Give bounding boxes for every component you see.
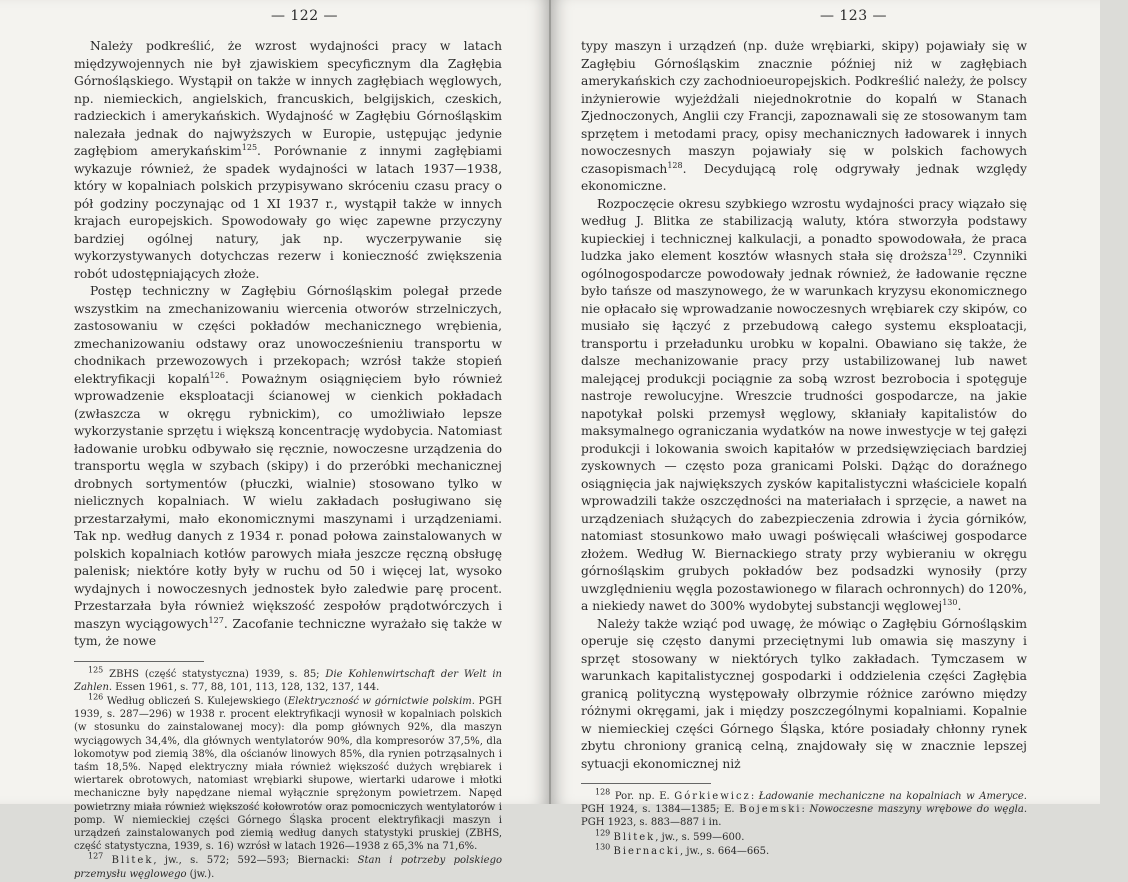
paragraph: Postęp techniczny w Zagłębiu Górnośląskim polegał przede wszystkim na zmechanizowaniu wiercenia otworów strzelniczych, zastosowaniu w części pokładów mechanicznego wrębienia, zmechanizowaniu odstawy oraz unowocześnieniu transportu w chodnikach przewozowych i przekopach; wzrósł także stopień elektryfikacji kopalń$^{126}$. Poważnym osiągnięciem było również wprowadzenie eksploatacji ścianowej w cienkich pokładach (zwłaszcza w okręgu rybnickim), co umożliwiało lepsze wykorzystanie sprzętu i większą koncentrację wydobycia. Natomiast ładowanie urobku odbywało się ręcznie, nowoczesne urządzenia do transportu węgla w szybach (skipy) i do przeróbki mechanicznej drobnych sortymentów (płuczki, wialnie) stosowano tylko w nielicznych kopalniach. W wielu zakładach posługiwano się przestarzałymi, mało ekonomicznymi maszynami i urządzeniami. Tak np. według danych z 1934 r. ponad połowa zainstalowanych w polskich kopalniach kotłów parowych miała jeszcze ręczną obsługę palenisk; niektóre kotły były w ruchu od 50 i więcej lat, wysoko wydajnych i nowoczesnych jednostek było zaledwie parę procent. Przestarzała była również większość zespołów prądotwórczych i maszyn wyciągowych$^{127}$. Zacofanie techniczne wyrażało się także w tym, że nowe — [74, 284, 502, 648]
footnote: $^{125}$ ZBHS (część statystyczna) 1939, s. 85; Die Kohlenwirtschaft der Welt in Zahlen. Essen 1961, s. 77, 88, 101, 113, 128, 132, 137, 144. — [74, 665, 502, 693]
footnote: $^{130}$ Biernacki, jw., s. 664—665. — [595, 842, 770, 857]
footnotes — [581, 787, 1027, 858]
page-body — [74, 38, 502, 882]
footnotes — [74, 665, 502, 881]
footnote: $^{129}$ Blitek, jw., s. 599—600. — [595, 828, 745, 843]
footnote-ref: 129 — [947, 247, 963, 257]
footnote: $^{126}$ Według obliczeń S. Kulejewskiego (Elektryczność w górnictwie polskim. PGH 1939, s. 287—296) w 1938 r. procent elektryfikacji wynosił w kopalniach polskich (w stosunku do zainstalowanej mocy): dla pomp głównych 92%, dla maszyn wyciągowych 34,4%, dla głównych wentylatorów 90%, dla kompresorów 37,5%, dla lokomotyw pod ziemią 38%, dla ościanów linowych 85%, dla rynien potrząsalnych i taśm 18,5%. Napęd elektryczny miała również większość dużych wrębiarek i wiertarek obrotowych, natomiast wrębiarki słupowe, wiertarki udarowe i młotki mechaniczne były napędzane niemal wyłącznie sprężonym powietrzem. Napęd powietrzny miała również większość kołowrotów oraz pomocniczych wentylatorów i pomp. W niemieckiej części Górnego Śląska procent elektryfikacji maszyn i urządzeń zainstalowanych pod ziemią według danych statystyki pruskiej (ZBHS, część statystyczna, 1939, s. 16) wzrósł w latach 1926—1938 z 65,3% na 71,6%. — [74, 692, 502, 853]
footnote-divider — [581, 783, 711, 784]
left-page — [0, 0, 549, 880]
paragraph: typy maszyn i urządzeń (np. duże wrębiarki, skipy) pojawiały się w Zagłębiu Górnośląskim znacznie później niż w zagłębiach amerykańskich czy zachodnioeuropejskich. Podkreślić należy, że polscy inżynierowie wyjeżdżali niejednokrotnie do kopalń w Stanach Zjednoczonych, Anglii czy Francji, zapoznawali się ze stosowanym tam sprzętem i metodami pracy, opisy mechanicznych ładowarek i innych nowoczesnych maszyn pojawiały się w polskich fachowych czasopismach$^{128}$. Decydującą rolę odgrywały jednak względy ekonomiczne. — [581, 39, 1027, 193]
footnote: $^{127}$ Blitek, jw., s. 572; 592—593; Biernacki: Stan i potrzeby polskiego przemysłu węglowego (jw.). — [74, 852, 502, 880]
paragraph: Należy także wziąć pod uwagę, że mówiąc o Zagłębiu Górnośląskim operuje się często danymi przeciętnymi lub omawia się maszyny i sprzęt stosowany w niektórych tylko zakładach. Tymczasem w warunkach kapitalistycznej gospodarki i oddzielenia części Zagłębia granicą polityczną występowały olbrzymie różnice zarówno między różnymi okręgami, jak i między poszczególnymi kopalniami. Kopalnie w niemieckiej części Górnego Śląska, które posiadały chłonny rynek zbytu chroniony granicą celną, znajdowały się w znacznie lepszej sytuacji ekonomicznej niż — [581, 616, 1027, 771]
footnote-ref: 127 — [208, 615, 224, 625]
footnote-divider — [74, 661, 204, 662]
footnote-ref: 126 — [209, 370, 225, 380]
footnote-ref: 125 — [241, 142, 258, 152]
page-number: — 122 — — [270, 8, 339, 24]
page-number: — 123 — — [819, 8, 888, 24]
paragraph: Rozpoczęcie okresu szybkiego wzrostu wydajności pracy wiązało się według J. Blitka ze stabilizacją waluty, która stworzyła podstawy kupieckiej i technicznej kalkulacji, a ponadto spowodowała, że praca ludzka jako element kosztów własnych stała się droższa$^{129}$. Czynniki ogólnogospodarcze powodowały jednak również, że ładowanie ręczne było tańsze od maszynowego, że w warunkach kryzysu ekonomicznego nie opłacało się wprowadzanie nowoczesnych wrębiarek czy skipów, co musiało się łączyć z przebudową całego systemu eksploatacji, transportu i przeładunku urobku w kopalni. Obawiano się także, że dalsze mechanizowanie pracy przy ustabilizowanej lub nawet malejącej produkcji pociągnie za sobą wzrost bezrobocia i spotęguje nastroje rewolucyjne. Wreszcie trudności gospodarcze, na jakie napotykał polski przemysł węglowy, skłaniały kapitalistów do maksymalnego ograniczania wydatków na nowe inwestycje w tej gałęzi produkcji i lokowania swoich kapitałów w przedsięwzięciach bardziej zyskownych — często poza granicami Polski. Dążąc do doraźnego osiągnięcia jak największych zysków kapitalistyczni właściciele kopalń wprowadzili także oszczędności na materiałach i sprzęcie, a nawet na urządzeniach służących do zabezpieczenia zdrowia i życia górników, natomiast stosunkowo mało uwagi poświęcali właściwej gospodarce złożem. Według W. Biernackiego straty przy wybieraniu w okręgu górnośląskim grubych pokładów bez podsadzki wynosiły (przy uwzględnieniu węgla pozostawionego w filarach ochronnych) do 120%, a niekiedy nawet do 300% wydobytej substancji węglowej$^{130}$. — [581, 196, 1027, 613]
footnote: $^{128}$ Por. np. E. Górkiewicz: Ładowanie mechaniczne na kopalniach w Ameryce. PGH 1924, s. 1384—1385; E. Bojemski: Nowoczesne maszyny wrębowe do węgla. PGH 1923, s. 883—887 i in. — [581, 787, 1027, 829]
paragraph: Należy podkreślić, że wzrost wydajności pracy w latach międzywojennych nie był zjawiskiem specyficznym dla Zagłębia Górnośląskiego. Wystąpił on także w innych zagłębiach węglowych, np. niemieckich, angielskich, francuskich, belgijskich, czeskich, radzieckich i amerykańskich. Wydajność w Zagłębiu Górnośląskim nalezała jednak do najwyższych w Europie, ustępując jedynie zagłębiom amerykańskim$^{125}$. Porównanie z innymi zagłębiami wykazuje również, że spadek wydajności w latach 1937—1938, który w kopalniach polskich przypisywano skróceniu czasu pracy o pół godziny poczynając od 1 XI 1937 r., wystąpił także w innych krajach europejskich. Spowodowały go więc zapewne przyczyny bardziej ogólnej natury, jak np. wyczerpywanie się wykorzystywanych dotychczas rezerw i konieczność zwiększenia robót udostępniających złoże. — [74, 39, 502, 281]
page-body — [581, 38, 1027, 859]
footnote-ref: 128 — [667, 160, 683, 170]
right-page — [551, 0, 1100, 857]
footnote-ref: 130 — [942, 597, 958, 607]
